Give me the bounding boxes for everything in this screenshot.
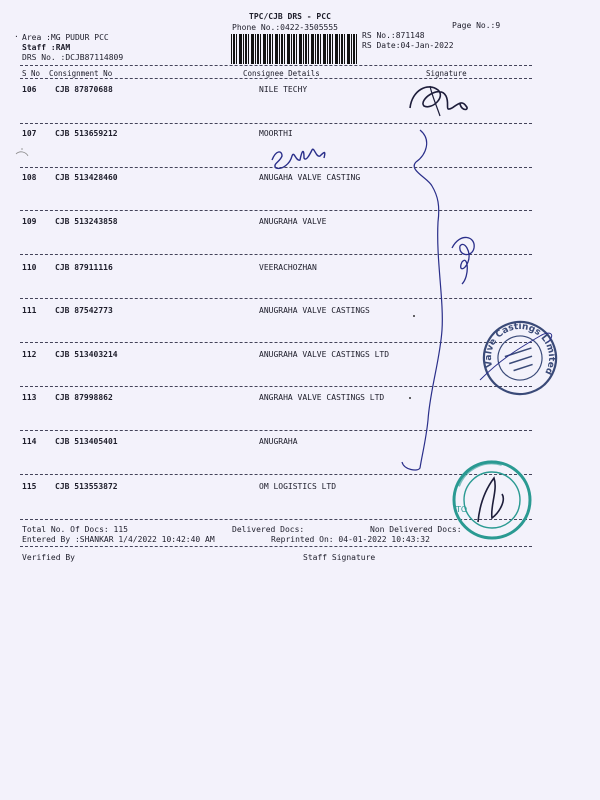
row-consignment: CJB 513243858: [55, 217, 118, 226]
delivered-docs: Delivered Docs:: [232, 525, 305, 534]
signature-mark: [410, 87, 467, 110]
row-consignee: OM LOGISTICS LTD: [259, 482, 337, 491]
row-consignment: CJB 87911116: [55, 263, 113, 272]
row-consignee: VEERACHOZHAN: [259, 263, 317, 272]
row-consignment: CJB 513553872: [55, 482, 118, 491]
staff-label: Staff :RAM: [22, 43, 71, 52]
row-consignee: ANUGRAHA VALVE CASTINGS LTD: [259, 350, 390, 359]
stamp-text: Valve Castings Limited: [483, 321, 557, 377]
row-sno: 107: [22, 129, 37, 138]
reprinted-on: Reprinted On: 04-01-2022 10:43:32: [271, 535, 430, 544]
dot-mark: [409, 397, 411, 399]
handwritten-initials: [272, 149, 325, 168]
row-consignment: CJB 513405401: [55, 437, 118, 446]
row-consignment: CJB 87998862: [55, 393, 113, 402]
page-number: Page No.:9: [452, 21, 501, 30]
row-consignment: CJB 513403214: [55, 350, 118, 359]
row-consignee: ANUGRAHA: [259, 437, 298, 446]
stamp-signature: [478, 478, 503, 522]
col-consignment: Consignment No: [49, 69, 113, 78]
rs-number: RS No.:871148: [362, 31, 425, 40]
verified-by: Verified By: [22, 553, 75, 562]
row-consignment: CJB 87870688: [55, 85, 113, 94]
col-signature: Signature: [426, 69, 467, 78]
total-docs: Total No. Of Docs: 115: [22, 525, 128, 534]
row-consignee: ANGRAHA VALVE CASTINGS LTD: [259, 393, 385, 402]
non-delivered-docs: Non Delivered Docs:: [370, 525, 462, 534]
rs-date: RS Date:04-Jan-2022: [362, 41, 454, 50]
col-consignee: Consignee Details: [243, 69, 320, 78]
phone-number: Phone No.:0422-3505555: [232, 23, 338, 32]
row-consignee: ANUGRAHA VALVE: [259, 217, 327, 226]
row-consignment: CJB 87542773: [55, 306, 113, 315]
signature-mark: [452, 237, 474, 284]
svg-text:Valve Castings Limited: [474, 313, 562, 395]
row-sno: 114: [22, 437, 37, 446]
margin-mark: [16, 148, 28, 156]
drs-number: DRS No. :DCJB87114809: [22, 53, 124, 62]
row-sno: 115: [22, 482, 37, 491]
row-consignment: CJB 513428460: [55, 173, 118, 182]
row-sno: 112: [22, 350, 37, 359]
row-consignee: ANUGAHA VALVE CASTING: [259, 173, 361, 182]
area-label: Area :MG PUDUR PCC: [22, 33, 109, 42]
row-sno: 106: [22, 85, 37, 94]
logistics-stamp: [454, 462, 530, 538]
col-sno: S No: [22, 69, 41, 78]
row-sno: 111: [22, 306, 37, 315]
row-sno: 110: [22, 263, 37, 272]
document-title: TPC/CJB DRS - PCC: [249, 12, 331, 21]
row-sno: 108: [22, 173, 37, 182]
row-consignee: MOORTHI: [259, 129, 293, 138]
bullet-mark: .: [14, 30, 19, 39]
signature-stroke: [402, 130, 442, 470]
row-consignee: NILE TECHY: [259, 85, 308, 94]
row-sno: 113: [22, 393, 37, 402]
staff-signature: Staff Signature: [303, 553, 376, 562]
row-consignee: ANUGRAHA VALVE CASTINGS: [259, 306, 370, 315]
row-consignment: CJB 513659212: [55, 129, 118, 138]
entered-by: Entered By :SHANKAR 1/4/2022 10:42:40 AM: [22, 535, 215, 544]
dot-mark: [413, 315, 415, 317]
stamp-label: TO: [456, 505, 468, 514]
row-sno: 109: [22, 217, 37, 226]
company-stamp: [474, 313, 565, 404]
